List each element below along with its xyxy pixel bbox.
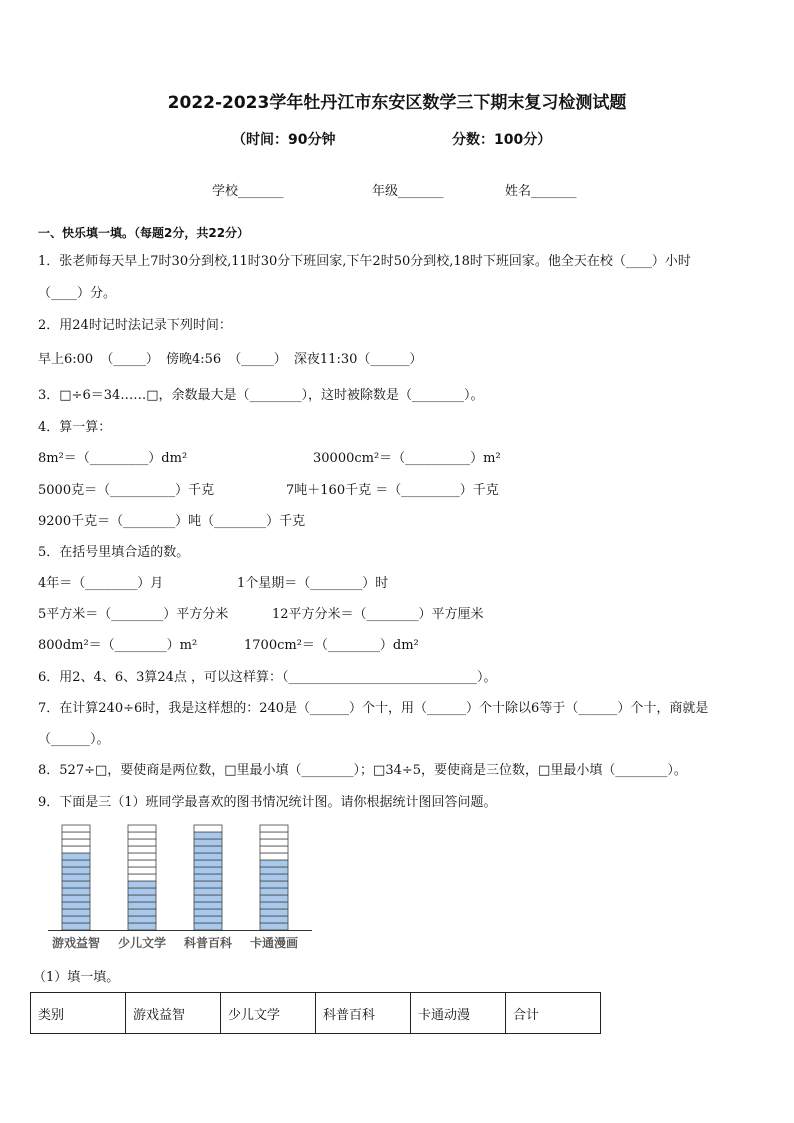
- empty-cell: [128, 853, 156, 860]
- table-cell: 少儿文学: [221, 993, 316, 1034]
- question-1-line-1: 1．张老师每天早上7时30分到校,11时30分下班回家,下午2时50分到校,18时下班回家。他全天在校（____）小时: [38, 254, 691, 269]
- question-5-item-d: 12平方分米＝（________）平方厘米: [272, 607, 484, 622]
- exam-time: （时间：90分钟: [232, 132, 336, 148]
- filled-cell: [260, 881, 288, 888]
- filled-cell: [194, 881, 222, 888]
- filled-cell: [62, 895, 90, 902]
- category-label: 卡通漫画: [249, 936, 299, 950]
- empty-cell: [260, 825, 288, 832]
- table-cell: 合计: [506, 993, 601, 1034]
- question-2-items: 早上6:00 （_____） 傍晚4:56 （_____） 深夜11:30（______）: [38, 352, 423, 367]
- filled-cell: [260, 874, 288, 881]
- filled-cell: [260, 867, 288, 874]
- table-cell: 卡通动漫: [411, 993, 506, 1034]
- filled-cell: [194, 909, 222, 916]
- empty-cell: [260, 832, 288, 839]
- filled-cell: [128, 881, 156, 888]
- empty-cell: [194, 825, 222, 832]
- filled-cell: [260, 860, 288, 867]
- question-1-line-2: （____）分。: [38, 286, 117, 301]
- table-cell: 游戏益智: [126, 993, 221, 1034]
- question-5-item-e: 800dm²＝（________）m²: [38, 638, 198, 653]
- table-cell: 科普百科: [316, 993, 411, 1034]
- filled-cell: [128, 888, 156, 895]
- filled-cell: [128, 909, 156, 916]
- filled-cell: [128, 916, 156, 923]
- filled-cell: [194, 846, 222, 853]
- school-field: 学校_______: [212, 184, 284, 199]
- fill-in-table: [30, 992, 601, 1034]
- filled-cell: [260, 923, 288, 930]
- filled-cell: [194, 888, 222, 895]
- question-6: 6．用2、4、6、3算24点 ，可以这样算：（_____________________________）。: [38, 670, 497, 685]
- empty-cell: [260, 846, 288, 853]
- category-label: 少儿文学: [117, 936, 167, 950]
- filled-cell: [194, 832, 222, 839]
- question-5: 5．在括号里填合适的数。: [38, 545, 190, 560]
- filled-cell: [62, 860, 90, 867]
- question-5-item-c: 5平方米＝（________）平方分米: [38, 607, 229, 622]
- empty-cell: [128, 860, 156, 867]
- filled-cell: [194, 902, 222, 909]
- section-heading: 一、快乐填一填。（每题2分，共22分）: [38, 226, 250, 240]
- empty-cell: [260, 853, 288, 860]
- category-label: 游戏益智: [51, 936, 101, 950]
- empty-cell: [128, 832, 156, 839]
- question-4: 4．算一算：: [38, 420, 112, 435]
- empty-cell: [62, 825, 90, 832]
- filled-cell: [62, 902, 90, 909]
- filled-cell: [260, 895, 288, 902]
- filled-cell: [260, 916, 288, 923]
- book-preference-chart: [44, 822, 314, 950]
- question-8: 8．527÷□，要使商是两位数，□里最小填（________）；□34÷5，要使商是三位数，□里最小填（________）。: [38, 763, 687, 778]
- question-7-line-1: 7．在计算240÷6时，我是这样想的：240是（______）个十，用（______）个十除以6等于（______）个十，商就是: [38, 701, 709, 716]
- filled-cell: [62, 867, 90, 874]
- question-5-item-b: 1个星期＝（________）时: [237, 576, 389, 591]
- filled-cell: [260, 902, 288, 909]
- grade-field: 年级_______: [372, 184, 444, 199]
- filled-cell: [194, 923, 222, 930]
- question-4-item-c: 5000克＝（__________）千克: [38, 483, 215, 498]
- filled-cell: [62, 853, 90, 860]
- question-5-item-a: 4年＝（________）月: [38, 576, 164, 591]
- filled-cell: [128, 902, 156, 909]
- filled-cell: [194, 839, 222, 846]
- question-7-line-2: （______）。: [38, 732, 110, 747]
- empty-cell: [128, 874, 156, 881]
- filled-cell: [260, 909, 288, 916]
- filled-cell: [194, 916, 222, 923]
- question-2: 2．用24时记时法记录下列时间：: [38, 318, 232, 333]
- filled-cell: [194, 874, 222, 881]
- table-cell: 类别: [31, 993, 126, 1034]
- question-4-item-e: 9200千克＝（________）吨（________）千克: [38, 514, 306, 529]
- empty-cell: [62, 846, 90, 853]
- question-3: 3．□÷6＝34……□，余数最大是（________），这时被除数是（________）。: [38, 388, 484, 403]
- filled-cell: [62, 916, 90, 923]
- filled-cell: [128, 923, 156, 930]
- question-5-item-f: 1700cm²＝（________）dm²: [244, 638, 419, 653]
- question-4-item-a: 8m²＝（_________）dm²: [38, 451, 188, 466]
- question-9: 9．下面是三（1）班同学最喜欢的图书情况统计图。请你根据统计图回答问题。: [38, 795, 497, 810]
- filled-cell: [62, 923, 90, 930]
- table-row: [31, 993, 601, 1034]
- filled-cell: [62, 888, 90, 895]
- page-title: 2022-2023学年牡丹江市东安区数学三下期末复习检测试题: [167, 93, 627, 113]
- filled-cell: [62, 909, 90, 916]
- filled-cell: [260, 888, 288, 895]
- question-4-item-d: 7吨＋160千克 ＝（_________）千克: [286, 483, 499, 498]
- name-field: 姓名_______: [505, 184, 577, 199]
- question-4-item-b: 30000cm²＝（__________）m²: [313, 451, 501, 466]
- empty-cell: [128, 825, 156, 832]
- category-label: 科普百科: [183, 936, 233, 950]
- empty-cell: [62, 832, 90, 839]
- filled-cell: [62, 881, 90, 888]
- empty-cell: [128, 846, 156, 853]
- filled-cell: [194, 867, 222, 874]
- fill-in-label: （1）填一填。: [33, 970, 120, 985]
- empty-cell: [128, 839, 156, 846]
- empty-cell: [260, 839, 288, 846]
- filled-cell: [62, 874, 90, 881]
- filled-cell: [194, 860, 222, 867]
- filled-cell: [194, 853, 222, 860]
- empty-cell: [62, 839, 90, 846]
- filled-cell: [128, 895, 156, 902]
- empty-cell: [128, 867, 156, 874]
- exam-score: 分数：100分）: [452, 132, 552, 148]
- filled-cell: [194, 895, 222, 902]
